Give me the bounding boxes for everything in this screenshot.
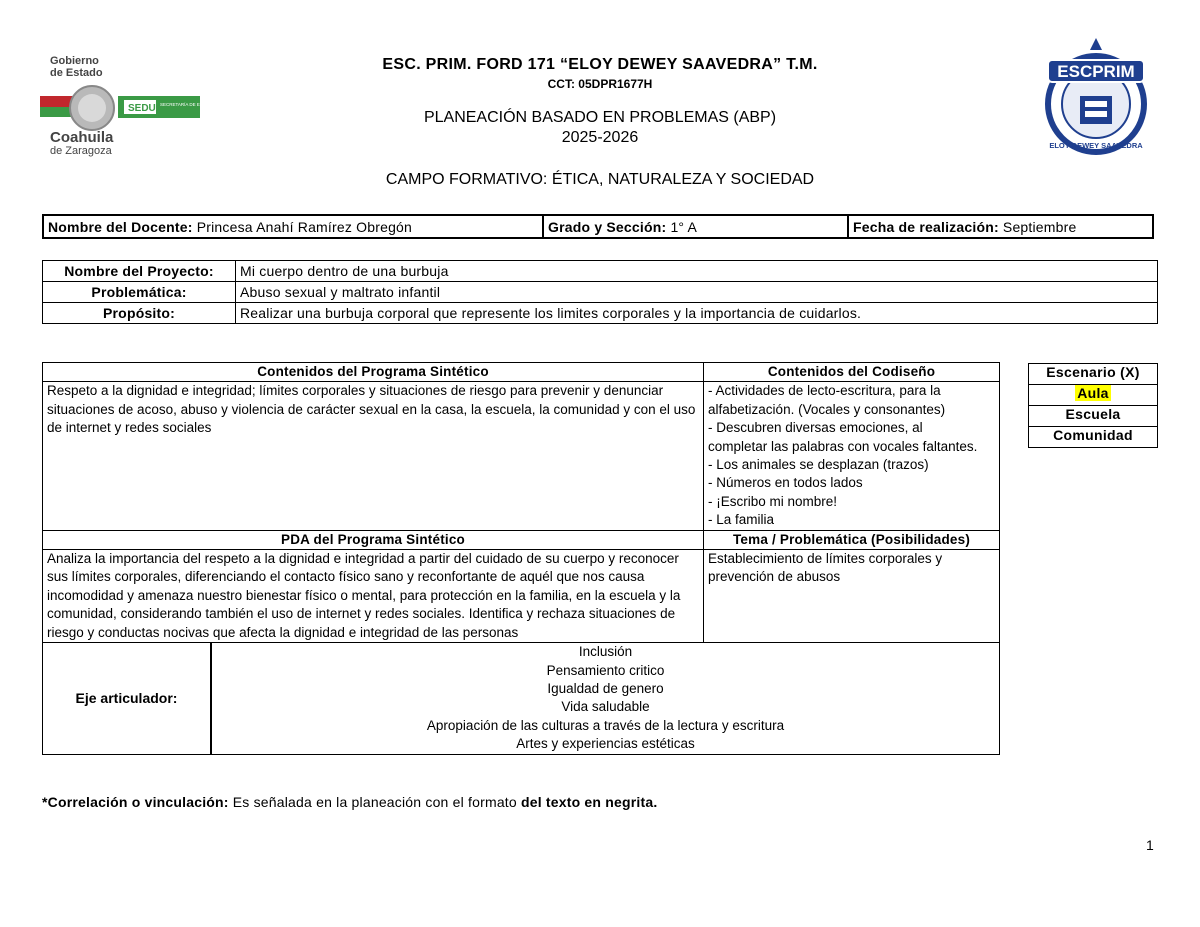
problematica-label: Problemática: <box>43 282 236 303</box>
list-item: Inclusión <box>578 644 633 660</box>
list-item: Vida saludable <box>561 699 650 715</box>
tema-header: Tema / Problemática (Posibilidades) <box>704 530 1000 549</box>
list-item: Pensamiento critico <box>546 662 665 678</box>
logo-text-estado: de Estado <box>50 67 103 79</box>
logo-text-coahuila: Coahuila <box>50 129 114 146</box>
fecha-cell: Fecha de realización: Septiembre <box>848 215 1153 238</box>
torch-icon <box>1090 38 1102 50</box>
school-name: ESC. PRIM. FORD 171 “ELOY DEWEY SAAVEDRA” T.M. <box>382 56 818 73</box>
list-item: - Números en todos lados <box>708 475 863 491</box>
escenario-header: Escenario (X) <box>1029 364 1158 385</box>
table-row <box>43 282 1158 303</box>
escenario-escuela: Escuela <box>1029 406 1158 427</box>
escprim-text: ESCPRIM <box>1057 62 1135 81</box>
list-item: Igualdad de genero <box>547 680 664 696</box>
plan-title: PLANEACIÓN BASADO EN PROBLEMAS (ABP) <box>423 109 777 126</box>
eje-label: Eje articulador: <box>43 643 212 754</box>
escenario-aula <box>1029 385 1158 406</box>
escenario-table <box>1028 363 1158 448</box>
contenidos-header: Contenidos del Programa Sintético <box>43 363 704 382</box>
list-item: - Los animales se desplazan (trazos) <box>708 457 929 473</box>
eje-list <box>211 643 1000 754</box>
grado-value: 1° A <box>666 218 698 235</box>
list-item: Artes y experiencias estéticas <box>516 736 695 752</box>
proyecto-label: Nombre del Proyecto: <box>43 261 236 282</box>
contenidos-text: Respeto a la dignidad e integridad; límites corporales y situaciones de riesgo para prevenir y denunciar situaciones de acoso, abuso y violencia de carácter sexual en la casa, la escuela, la comunidad y con el uso de internet y redes sociales <box>43 382 704 530</box>
contenidos-table <box>42 362 1000 755</box>
pda-text: Analiza la importancia del respeto a la dignidad e integridad a partir del cuidado de su cuerpo y reconocer sus límites corporales, diferenciando el contacto físico sano y reconfortante de aquél que nos causa incomodidad y amenaza nuestro bienestar físico o mental, para protección en la familia, en la escuela y la comunidad, considerando también el uso de internet y redes sociales. Identifica y rechaza situaciones de riesgo y conductas nocivas que afecta la dignidad e integridad de las personas <box>43 550 704 643</box>
fecha-value: Septiembre <box>998 218 1077 235</box>
page-number: 1 <box>1146 837 1154 853</box>
list-item: completar las palabras con vocales faltantes. <box>708 438 978 454</box>
proyecto-table <box>42 260 1158 324</box>
table-row <box>43 303 1158 324</box>
table-row <box>43 261 1158 282</box>
docente-value: Princesa Anahí Ramírez Obregón <box>192 218 413 235</box>
docente-table <box>42 214 1154 239</box>
docente-cell: Nombre del Docente: Princesa Anahí Ramírez Obregón <box>43 215 543 238</box>
proposito-label: Propósito: <box>43 303 236 324</box>
aula-highlight: Aula <box>1077 385 1109 401</box>
logo-text-gobierno: Gobierno <box>50 55 99 67</box>
list-item: - Actividades de lecto-escritura, para la <box>708 383 941 399</box>
list-item: alfabetización. (Vocales y consonantes) <box>708 401 946 417</box>
list-item: - La familia <box>708 512 775 528</box>
footnote: *Correlación o vinculación: Es señalada en la planeación con el formato del texto en negrita. <box>42 794 658 810</box>
grado-cell: Grado y Sección: 1° A <box>543 215 848 238</box>
escprim-ring-text: ELOY DEWEY SAAVEDRA <box>1049 141 1143 150</box>
proyecto-value: Mi cuerpo dentro de una burbuja <box>236 261 1158 282</box>
pda-header: PDA del Programa Sintético <box>43 530 704 549</box>
school-year: 2025-2026 <box>561 129 639 146</box>
codiseno-list <box>704 382 1000 530</box>
escenario-comunidad: Comunidad <box>1029 427 1158 448</box>
list-item: Apropiación de las culturas a través de la lectura y escritura <box>426 717 785 733</box>
tema-text: Establecimiento de límites corporales y prevención de abusos <box>704 550 1000 643</box>
logo-text-zaragoza: de Zaragoza <box>50 145 112 157</box>
problematica-value: Abuso sexual y maltrato infantil <box>236 282 1158 303</box>
proposito-value: Realizar una burbuja corporal que represente los limites corporales y la importancia de cuidarlos. <box>236 303 1158 324</box>
svg-text:SEDU: SEDU <box>128 103 156 114</box>
campo-formativo: CAMPO FORMATIVO: ÉTICA, NATURALEZA Y SOCIEDAD <box>385 171 815 188</box>
svg-text:SECRETARÍA DE EDUCACIÓN: SECRETARÍA DE EDUCACIÓN <box>160 102 224 107</box>
codiseno-header: Contenidos del Codiseño <box>704 363 1000 382</box>
school-cct: CCT: 05DPR1677H <box>547 77 653 91</box>
list-item: - ¡Escribo mi nombre! <box>708 493 838 509</box>
list-item: - Descubren diversas emociones, al <box>708 420 923 436</box>
